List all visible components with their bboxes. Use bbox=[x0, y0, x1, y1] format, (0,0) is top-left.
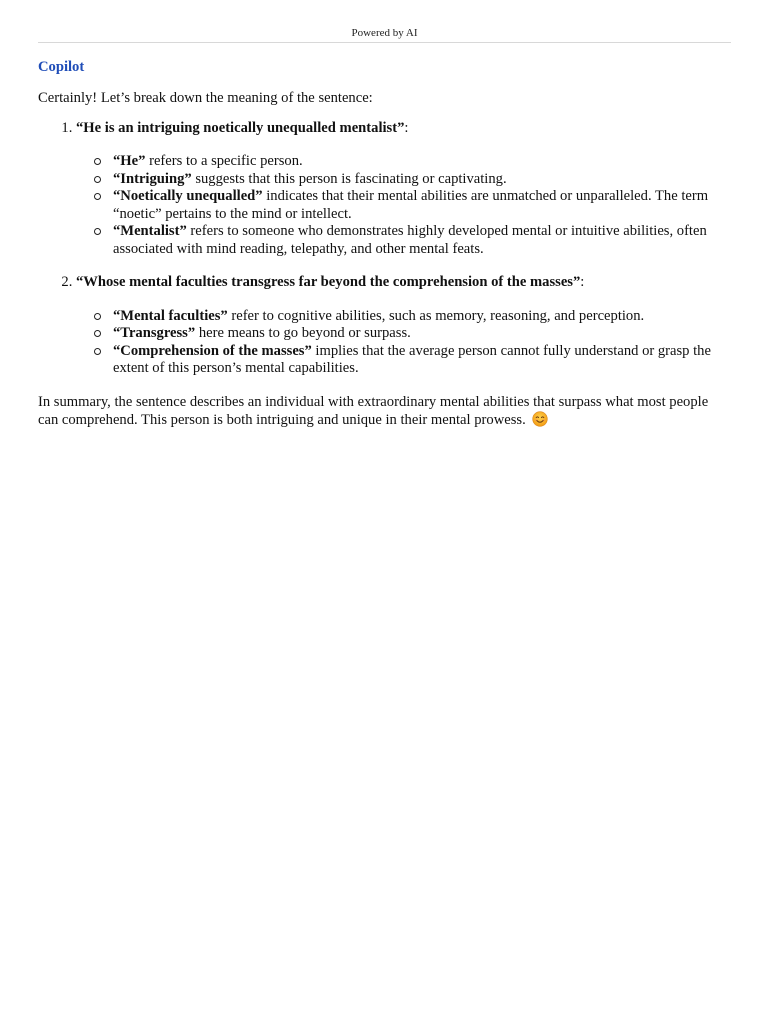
point-heading-text: “Whose mental faculties transgress far beyond the comprehension of the masses” bbox=[76, 274, 581, 290]
point-heading-suffix: : bbox=[404, 119, 409, 136]
detail-term: “Mentalist” bbox=[113, 223, 187, 239]
point-heading-suffix: : bbox=[580, 274, 585, 290]
hollow-bullet-icon bbox=[94, 176, 101, 183]
hollow-bullet-icon bbox=[94, 313, 101, 320]
hollow-bullet-icon bbox=[94, 193, 101, 200]
detail-item bbox=[113, 223, 731, 258]
hollow-bullet-icon bbox=[94, 348, 101, 355]
hollow-bullet-icon bbox=[94, 158, 101, 165]
detail-item bbox=[113, 153, 731, 171]
summary-body: In summary, the sentence describes an individual with extraordinary mental abilities that surpass what most people can comprehend. This person is both intriguing and unique in their mental prowess. bbox=[38, 393, 709, 428]
detail-item bbox=[113, 308, 731, 326]
detail-term: “Intriguing” bbox=[113, 170, 192, 187]
detail-item bbox=[113, 188, 731, 223]
page-header: Powered by AI bbox=[351, 27, 418, 39]
detail-text: suggests that this person is fascinating or captivating. bbox=[191, 170, 507, 187]
detail-item bbox=[113, 343, 731, 378]
detail-text: refers to someone who demonstrates highly developed mental or intuitive abilities, often associated with mind reading, telepathy, and other mental feats. bbox=[113, 223, 707, 257]
detail-term: “Noetically unequalled” bbox=[113, 188, 263, 204]
smiling-face-emoji-icon bbox=[532, 411, 548, 427]
detail-text: refers to a specific person. bbox=[145, 153, 303, 169]
point-item bbox=[76, 274, 731, 378]
detail-text: here means to go beyond or surpass. bbox=[195, 325, 411, 341]
detail-term: “Transgress” bbox=[113, 325, 196, 341]
point-heading-text: “He is an intriguing noetically unequalled mentalist” bbox=[76, 119, 405, 136]
detail-term: “Mental faculties” bbox=[113, 307, 228, 324]
point-item bbox=[76, 120, 731, 259]
header-divider bbox=[38, 42, 731, 43]
detail-term: “Comprehension of the masses” bbox=[113, 342, 312, 359]
point-heading bbox=[76, 274, 731, 292]
speaker-name: Copilot bbox=[38, 59, 85, 75]
hollow-bullet-icon bbox=[94, 228, 101, 235]
detail-text: refer to cognitive abilities, such as memory, reasoning, and perception. bbox=[227, 307, 645, 324]
hollow-bullet-icon bbox=[94, 330, 101, 337]
detail-item bbox=[113, 171, 731, 189]
detail-text: indicates that their mental abilities are unmatched or unparalleled. The term “noetic” pertains to the mind or intellect. bbox=[113, 188, 709, 222]
conversation-content bbox=[38, 58, 731, 430]
point-heading bbox=[76, 120, 731, 138]
detail-term: “He” bbox=[113, 153, 146, 169]
detail-item bbox=[113, 325, 731, 343]
intro-text: Certainly! Let’s break down the meaning of the sentence: bbox=[38, 90, 373, 106]
explanation-list bbox=[38, 120, 731, 378]
detail-text: implies that the average person cannot fully understand or grasp the extent of this person’s mental capabilities. bbox=[113, 342, 711, 376]
point-details bbox=[76, 308, 731, 378]
point-details bbox=[76, 153, 731, 258]
summary-text bbox=[38, 394, 731, 430]
